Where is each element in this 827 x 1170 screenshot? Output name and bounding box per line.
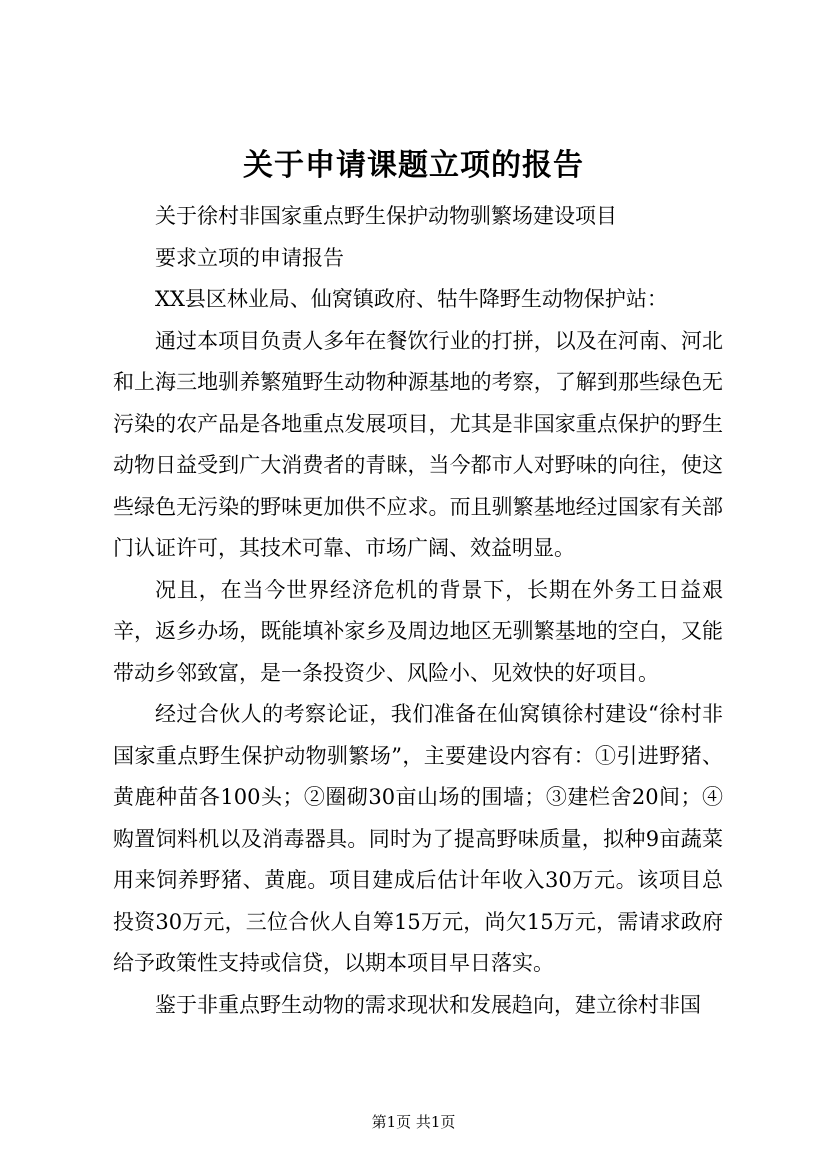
paragraph-subject-line-2: 要求立项的申请报告 — [155, 245, 344, 270]
page-footer: 第1页 共1页 — [371, 1113, 456, 1131]
paragraph-background: 通过本项目负责人多年在餐饮行业的打拼，以及在河南、河北和上海三地驯养繁殖野生动物种源基地的考察，了解到那些绿色无污染的农产品是各地重点发展项目，尤其是非国家重点保护的野生动物日益受到广大消费者的青睐，当今都市人对野味的向往，使这些绿色无污染的野味更加供不应求。而且驯繁基地经过国家有关部门认证许可，其技术可靠、市场广阔、效益明显。 — [113, 328, 723, 560]
paragraph-reasons: 况且，在当今世界经济危机的背景下，长期在外务工日益艰辛，返乡办场，既能填补家乡及周边地区无驯繁基地的空白，又能带动乡邻致富，是一条投资少、风险小、见效快的好项目。 — [113, 577, 723, 685]
document-body — [113, 196, 723, 1026]
paragraph-recipients: XX县区林业局、仙窝镇政府、牯牛降野生动物保护站： — [155, 287, 668, 311]
paragraph-conclusion: 鉴于非重点野生动物的需求现状和发展趋向，建立徐村非国 — [155, 992, 701, 1017]
document-title: 关于申请课题立项的报告 — [243, 148, 584, 183]
paragraph-plan: 经过合伙人的考察论证，我们准备在仙窝镇徐村建设“徐村非国家重点野生保护动物驯繁场”，主要建设内容有：①引进野猪、黄鹿种苗各100头；②圈砌30亩山场的围墙；③建栏舍20间；④购置饲料机以及消毒器具。同时为了提高野味质量，拟种9亩蔬菜用来饲养野猪、黄鹿。项目建成后估计年收入30万元。该项目总投资30万元，三位合伙人自筹15万元，尚欠15万元，需请求政府给予政策性支持或信贷，以期本项目早日落实。 — [113, 702, 723, 975]
paragraph-subject-line-1: 关于徐村非国家重点野生保护动物驯繁场建设项目 — [155, 204, 617, 228]
